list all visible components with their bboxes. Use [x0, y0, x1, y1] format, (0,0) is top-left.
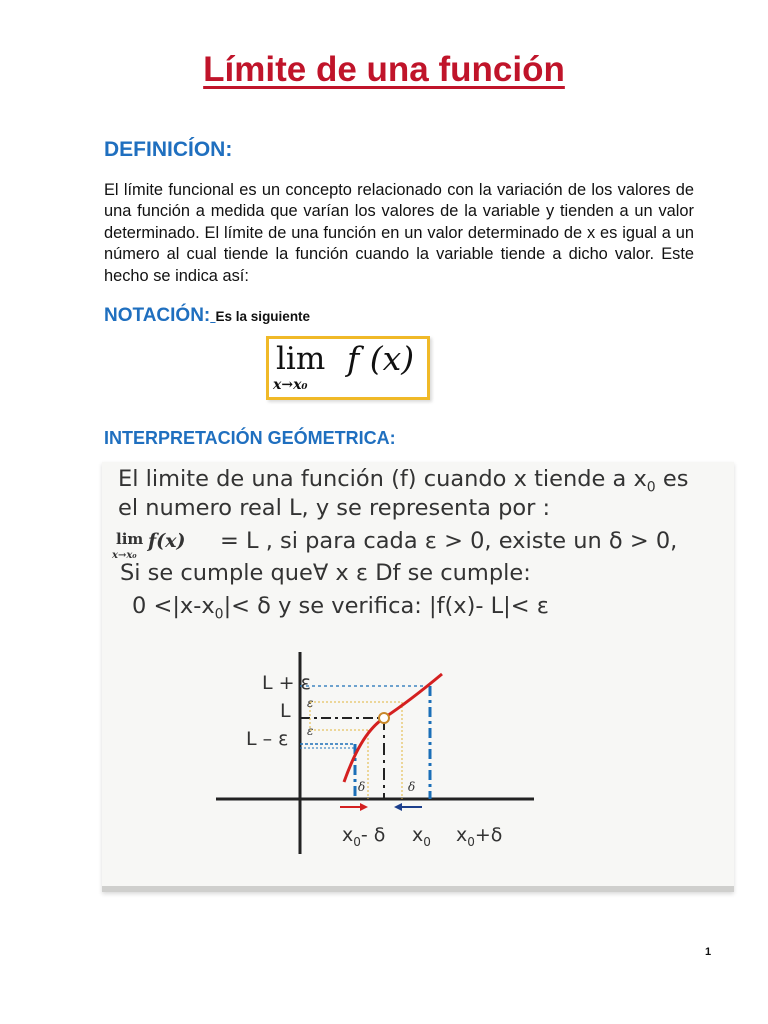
page-title: Límite de una función	[203, 50, 565, 89]
page-title-wrap	[0, 50, 768, 90]
notacion-heading: NOTACIÓN:	[104, 305, 211, 326]
limit-point	[379, 713, 389, 723]
panel-lim-subscript: x→x₀	[112, 550, 137, 561]
label-x0-plus-delta: $x_0+\delta$	[456, 824, 503, 849]
function-curve	[344, 674, 442, 782]
limit-graph	[102, 462, 734, 886]
label-x0-minus-delta: $x_0-$ δ	[342, 824, 386, 849]
interpretacion-heading: INTERPRETACIÓN GEÓMETRICA:	[104, 428, 396, 448]
panel-line-2: el numero real L, y se representa por :	[118, 495, 551, 521]
definicion-text: El límite funcional es un concepto relacionado con la variación de los valores de una función a medida que varían los valores de la variable y tienden a un valor determinado. El límite de una función en un valor determinado de x es igual a un número al cual tiende la función cuando la variable tiende a dicho valor. Este hecho se indica así:	[104, 181, 694, 285]
label-l-plus-eps: L + ε	[262, 672, 311, 694]
formula-lim: lim	[276, 341, 326, 377]
formula-lim-subscript: x→x₀	[273, 377, 308, 393]
notation-formula-box	[266, 336, 430, 400]
notacion-subtitle: Es la siguiente	[215, 309, 311, 324]
panel-line-3: = L , si para cada ε > 0, existe un δ > 0,	[220, 528, 678, 554]
definicion-heading: DEFINICÍON:	[104, 138, 233, 161]
arrow-left-head	[394, 803, 402, 811]
panel-line-1: El limite de una función (f) cuando x tiende a $x_0$ es	[118, 466, 689, 496]
panel-lim: lim	[116, 530, 144, 548]
eps-bottom-label: ε	[307, 724, 314, 738]
panel-function: f(x)	[148, 530, 186, 552]
geometric-interpretation-panel	[102, 462, 734, 892]
delta-right-label: δ	[408, 780, 416, 794]
formula-function: f (x)	[347, 339, 415, 378]
arrow-right-head	[360, 803, 368, 811]
panel-line-5: $0 <|x-x_0|< \delta$ y se verifica: |f(x)- L|< ε	[132, 593, 549, 623]
panel-line-4: Si se cumple que∀ x ε Df se cumple:	[120, 560, 531, 586]
notacion-line	[104, 305, 310, 327]
label-l: L	[280, 700, 291, 722]
eps-top-label: ε	[307, 696, 314, 710]
label-x0: $x_0$	[412, 824, 431, 849]
page-number: 1	[705, 946, 712, 958]
delta-left-label: δ	[358, 780, 366, 794]
label-l-minus-eps: L – ε	[246, 728, 289, 750]
